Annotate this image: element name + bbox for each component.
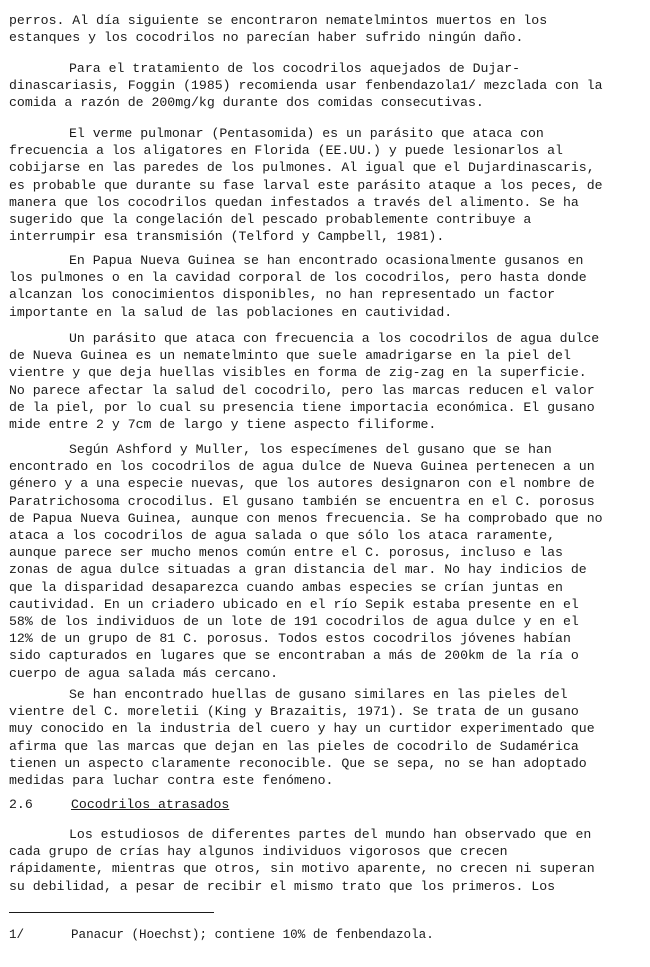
text-line: muy conocido en la industria del cuero y hay un curtidor experimentado que <box>9 721 595 737</box>
text-line: importante en la salud de las poblaciones en cautividad. <box>9 304 453 320</box>
text-line: Se han encontrado huellas de gusano similares en las pieles del <box>69 687 568 702</box>
section-title: Cocodrilos atrasados <box>71 797 230 812</box>
text-line: cuerpo de agua salada más cercano. <box>9 665 279 681</box>
text-line: perros. Al día siguiente se encontraron nematelmintos muertos en los <box>9 13 548 28</box>
text-line: aunque parece ser mucho menos común entre el C. porosus, incluso e las <box>9 545 563 561</box>
footnote-text: Panacur (Hoechst); contiene 10% de fenbendazola. <box>71 928 434 942</box>
text-line: alcanzan los conocimientos disponibles, no han representado un factor <box>9 287 556 303</box>
text-line: encontrado en los cocodrilos de agua dulce de Nueva Guinea pertenecen a un <box>9 459 595 475</box>
paragraph-skin-nematode <box>9 330 634 433</box>
section-number: 2.6 <box>9 797 33 812</box>
text-line: afirma que las marcas que dejan en las pieles de cocodrilo de Sudamérica <box>9 738 579 754</box>
paragraph-stunted-hatchlings <box>9 826 634 895</box>
text-line: Según Ashford y Muller, los especímenes del gusano que se han <box>69 442 552 457</box>
text-line: Para el tratamiento de los cocodrilos aquejados de Dujar- <box>69 61 521 76</box>
paragraph-paratrichosoma <box>9 441 634 682</box>
text-line: ataca a los cocodrilos de agua salada o que sólo los ataca raramente, <box>9 528 556 544</box>
text-line: El verme pulmonar (Pentasomida) es un parásito que ataca con <box>69 126 544 141</box>
text-line: Los estudiosos de diferentes partes del mundo han observado que en <box>69 827 592 842</box>
text-line: los pulmones o en la cavidad corporal de los cocodrilos, pero hasta donde <box>9 270 587 286</box>
text-line: medidas para luchar contra este fenómeno. <box>9 773 334 789</box>
paragraph-fenbendazole <box>9 60 634 112</box>
text-line: 58% de los individuos de un lote de 191 cocodrilos de agua dulce y en el <box>9 614 579 630</box>
text-line: de Nueva Guinea es un nematelminto que suele amadrigarse en la piel del <box>9 348 571 364</box>
text-line: sugerido que la congelación del pescado probablemente contribuye a <box>9 212 532 228</box>
text-line: vientre del C. moreletii (King y Brazaitis, 1971). Se trata de un gusano <box>9 704 579 720</box>
text-line: frecuencia a los aligatores en Florida (EE.UU.) y puede lesionarlos al <box>9 143 563 159</box>
text-line: dinascariasis, Foggin (1985) recomienda usar fenbendazola1/ mezclada con la <box>9 78 603 94</box>
text-line: cobijarse en las paredes de los pulmones. Al igual que el Dujardinascaris, <box>9 160 595 176</box>
text-line: mide entre 2 y 7cm de largo y tiene aspecto filiforme. <box>9 417 437 433</box>
text-line: manera que los cocodrilos quedan infestados a través del alimento. Se ha <box>9 194 579 210</box>
footnote-divider <box>9 912 214 913</box>
text-line: estanques y los cocodrilos no parecían haber sufrido ningún daño. <box>9 30 524 46</box>
paragraph-dog-worms <box>9 12 634 46</box>
text-line: rápidamente, mientras que otros, sin motivo aparente, no crecen ni superan <box>9 861 595 877</box>
paragraph-papua-lungs <box>9 252 634 321</box>
text-line: No parece afectar la salud del cocodrilo, pero las marcas reducen el valor <box>9 382 595 398</box>
text-line: de la piel, por lo cual su presencia tiene importacia económica. El gusano <box>9 399 595 415</box>
text-line: su debilidad, a pesar de recibir el mismo trato que los primeros. Los <box>9 878 556 894</box>
text-line: Paratrichosoma crocodilus. El gusano también se encuentra en el C. porosus <box>9 493 595 509</box>
text-line: comida a razón de 200mg/kg durante dos comidas consecutivas. <box>9 95 484 111</box>
text-line: que la disparidad desaparezca cuando ambas especies se crían juntas en <box>9 579 563 595</box>
text-line: cautividad. En un criadero ubicado en el río Sepik estaba presente en el <box>9 596 579 612</box>
text-line: Un parásito que ataca con frecuencia a los cocodrilos de agua dulce <box>69 331 600 346</box>
text-line: interrumpir esa transmisión (Telford y Campbell, 1981). <box>9 229 445 245</box>
text-line: de Papua Nueva Guinea, aunque con menos frecuencia. Se ha comprobado que no <box>9 510 603 526</box>
footnote-mark: 1/ <box>9 928 25 942</box>
text-line: vientre y que deja huellas visibles en forma de zig-zag en la superficie. <box>9 365 587 381</box>
text-line: zonas de agua dulce situadas a gran distancia del mar. No hay indicios de <box>9 562 587 578</box>
text-line: cada grupo de crías hay algunos individuos vigorosos que crecen <box>9 844 508 860</box>
section-heading <box>9 796 229 813</box>
text-line: tienen un aspecto claramente reconocible. Que se sepa, no se han adoptado <box>9 755 587 771</box>
text-line: 12% de un grupo de 81 C. porosus. Todos estos cocodrilos jóvenes habían <box>9 631 571 647</box>
paragraph-pentasomida <box>9 125 634 245</box>
text-line: género y a una especie nuevas, que los autores designaron con el nombre de <box>9 476 595 492</box>
text-line: es probable que durante su fase larval este parásito ataque a los peces, de <box>9 177 603 193</box>
text-line: En Papua Nueva Guinea se han encontrado ocasionalmente gusanos en <box>69 253 584 268</box>
footnote <box>9 927 434 944</box>
text-line: sido capturados en lugares que se encontraban a más de 200km de la ría o <box>9 648 579 664</box>
paragraph-moreletii <box>9 686 634 789</box>
